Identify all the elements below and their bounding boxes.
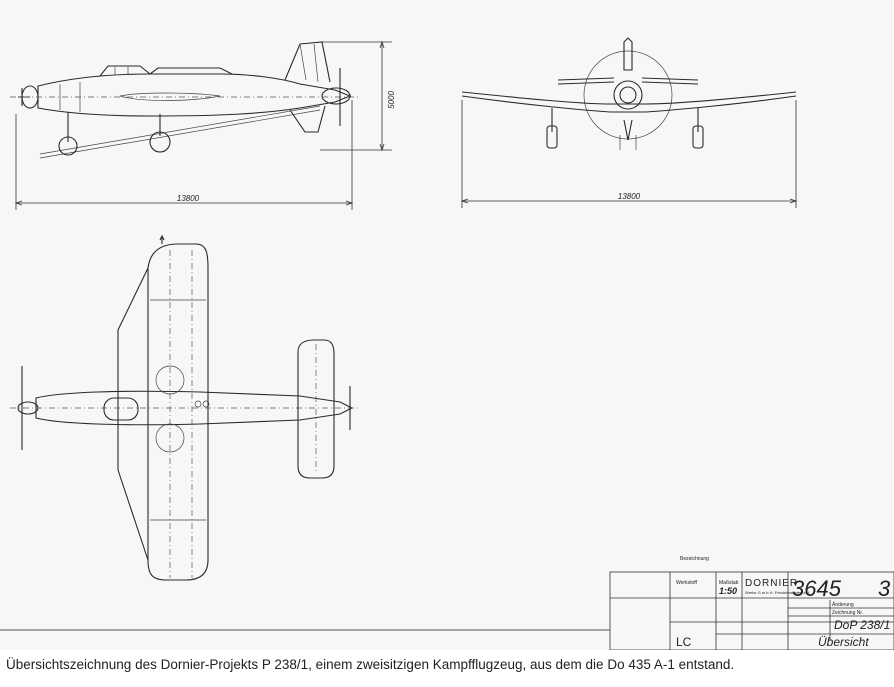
project-number: DoP 238/1 [834,618,891,632]
title-block [610,556,894,650]
drawing-title: Übersicht [818,635,869,649]
top-view [10,236,360,580]
figure-caption: Übersichtszeichnung des Dornier-Projekts P 238/1, einem zweisitzigen Kampfflugzeug, aus dem die Do 435 A-1 entstand. [6,657,735,672]
front-view [462,38,796,150]
scale-value: 1:50 [719,586,738,596]
aenderung-label: Änderung [832,602,854,608]
drawing-number-tail: 3 [878,576,891,601]
company-name: DORNIER [745,578,799,589]
zeichnung-label: Zeichnung Nr. [832,610,864,616]
span-dimension [462,100,796,208]
side-view [10,42,360,158]
werkstoff-label: Werkstoff [676,580,697,586]
company-subtitle: Werke G.m.b.H. Friedrichshafen a.B. [745,590,811,595]
height-dimension-label: 5000 [387,91,396,109]
title-block-header: Bezeichnung [680,556,709,562]
side-length-label: 13800 [176,194,200,203]
span-dimension-label: 13800 [617,192,641,201]
height-dimension [320,42,396,150]
lc-mark: LC [676,635,692,649]
drawing-number: 3645 [792,576,841,601]
massstab-label: Maßstab [719,580,739,586]
